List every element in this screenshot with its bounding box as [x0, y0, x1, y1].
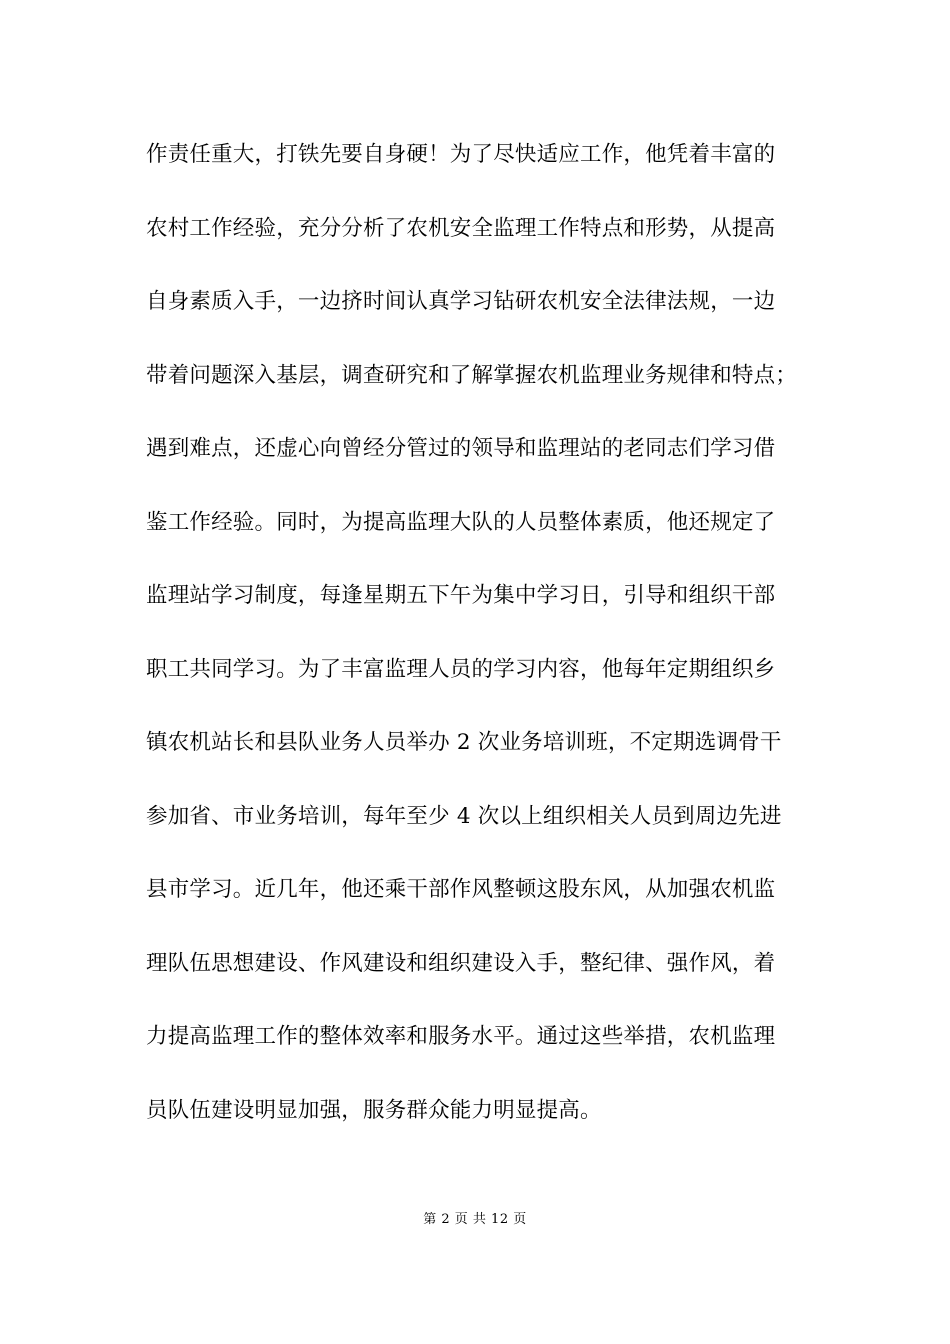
text-line: 鉴工作经验。同时，为提高监理大队的人员整体素质，他还规定了 — [146, 509, 776, 535]
body-text — [146, 133, 826, 1162]
text-line: 员队伍建设明显加强，服务群众能力明显提高。 — [146, 1097, 602, 1123]
text-line: 监理站学习制度，每逢星期五下午为集中学习日，引导和组织干部 — [146, 583, 776, 608]
text-line: 作责任重大，打铁先要自身硬！为了尽快适应工作，他凭着丰富的 — [146, 142, 776, 167]
text-line: 农村工作经验，充分分析了农机安全监理工作特点和形势，从提高 — [146, 215, 776, 241]
text-line: 理队伍思想建设、作风建设和组织建设入手，整纪律、强作风，着 — [146, 950, 776, 976]
text-line: 力提高监理工作的整体效率和服务水平。通过这些举措，农机监理 — [146, 1024, 776, 1049]
text-line: 镇农机站长和县队业务人员举办 2 次业务培训班，不定期选调骨干 — [146, 730, 782, 755]
text-line: 遇到难点，还虚心向曾经分管过的领导和监理站的老同志们学习借 — [146, 436, 776, 461]
page-footer — [0, 1208, 950, 1227]
text-line: 县市学习。近几年，他还乘干部作风整顿这股东风，从加强农机监 — [146, 877, 776, 902]
text-line: 带着问题深入基层，调查研究和了解掌握农机监理业务规律和特点； — [146, 362, 798, 388]
page-number-label: 第 2 页 共 12 页 — [423, 1212, 527, 1227]
text-line: 自身素质入手，一边挤时间认真学习钻研农机安全法律法规，一边 — [146, 289, 776, 314]
text-line: 参加省、市业务培训，每年至少 4 次以上组织相关人员到周边先进 — [146, 803, 782, 829]
text-line: 职工共同学习。为了丰富监理人员的学习内容，他每年定期组织乡 — [146, 656, 776, 682]
